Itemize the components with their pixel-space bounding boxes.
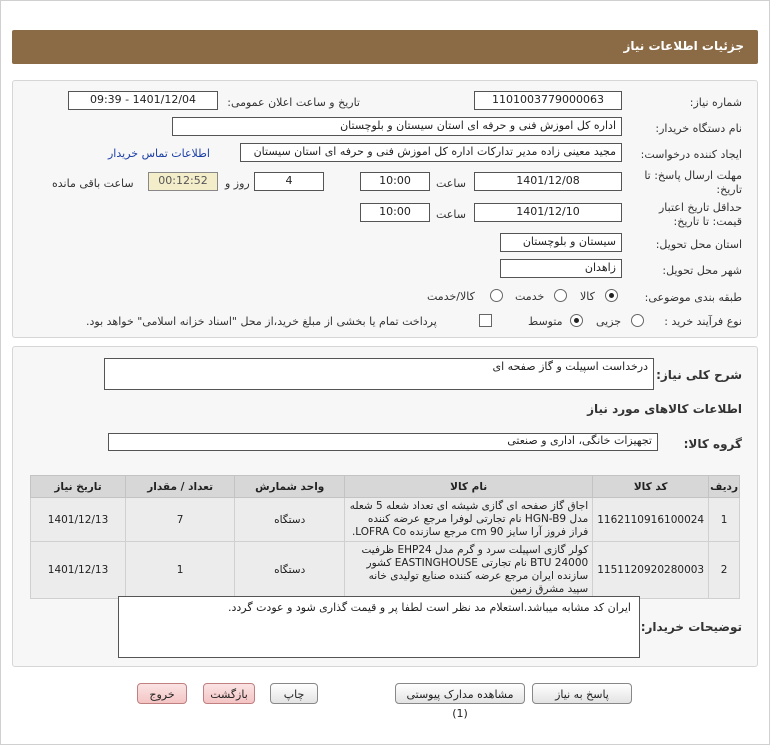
reply-button[interactable]: پاسخ به نیاز (532, 683, 632, 704)
buyer-org-label: نام دستگاه خریدار: (655, 122, 742, 135)
validity-time-field: 10:00 (360, 203, 430, 222)
row-unit: دستگاه (235, 542, 345, 599)
col-code: کد کالا (593, 476, 709, 498)
buyer-notes-field: ایران کد مشابه میباشد.استعلام مد نظر است لطفا پر و قیمت گذاری شود و عودت گردد. (118, 596, 640, 658)
category-label: طبقه بندی موضوعی: (644, 291, 742, 304)
validity-time-label: ساعت (436, 208, 466, 221)
table-row (31, 498, 740, 542)
col-name: نام کالا (345, 476, 593, 498)
treasury-payment-checkbox[interactable] (479, 314, 492, 327)
buyer-notes-label: توضیحات خریدار: (640, 620, 742, 634)
goods-table (30, 475, 740, 599)
category-goods-service-label: کالا/خدمت (427, 290, 475, 303)
back-button[interactable]: بازگشت (203, 683, 255, 704)
row-name: کولر گازی اسپیلت سرد و گرم مدل EHP24 ظرفیت BTU 24000 نام تجارتی EASTINGHOUSE کشور سازنده ایران مرجع عرضه کننده صنایع تولیدی خانه سپید مشرق زمین (345, 542, 593, 599)
goods-info-title: اطلاعات کالاهای مورد نیاز (587, 402, 742, 416)
price-validity-label: حداقل تاریخ اعتبار (658, 201, 742, 214)
col-date: تاریخ نیاز (31, 476, 126, 498)
city-field: زاهدان (500, 259, 622, 278)
exit-button[interactable]: خروج (137, 683, 187, 704)
row-index: 1 (709, 498, 740, 542)
row-code: 1162110916100024 (593, 498, 709, 542)
view-attachments-button[interactable]: مشاهده مدارک پیوستی (1) (395, 683, 525, 704)
process-minor-radio[interactable] (631, 314, 644, 327)
col-index: ردیف (709, 476, 740, 498)
remaining-time-field: 00:12:52 (148, 172, 218, 191)
col-qty: تعداد / مقدار (126, 476, 235, 498)
reply-date-field: 1401/12/08 (474, 172, 622, 191)
buyer-contact-link[interactable]: اطلاعات تماس خریدار (108, 147, 210, 160)
province-label: استان محل تحویل: (655, 238, 742, 251)
category-goods-service-radio[interactable] (490, 289, 503, 302)
print-button[interactable]: چاپ (270, 683, 318, 704)
category-service-label: خدمت (515, 290, 545, 303)
need-number-label: شماره نیاز: (689, 96, 742, 109)
process-medium-label: متوسط (528, 315, 563, 328)
announce-datetime-field: 1401/12/04 - 09:39 (68, 91, 218, 110)
city-label: شهر محل تحویل: (662, 264, 742, 277)
price-validity-label-2: قیمت: تا تاریخ: (673, 215, 742, 228)
creator-field: مجید معینی زاده مدیر تدارکات اداره کل اموزش فنی و حرفه ای استان سیستان (240, 143, 622, 162)
days-label: روز و (225, 177, 250, 190)
goods-group-label: گروه کالا: (683, 437, 742, 451)
goods-group-field: تجهیزات خانگی، اداری و صنعتی (108, 433, 658, 451)
category-service-radio[interactable] (554, 289, 567, 302)
row-qty: 7 (126, 498, 235, 542)
header-bar (12, 30, 758, 64)
announce-datetime-label: تاریخ و ساعت اعلان عمومی: (227, 96, 360, 109)
summary-label: شرح کلی نیاز: (656, 368, 742, 382)
process-minor-label: جزیی (596, 315, 622, 328)
need-number-field: 1101003779000063 (474, 91, 622, 110)
row-date: 1401/12/13 (31, 498, 126, 542)
table-header-row (31, 476, 740, 498)
table-row (31, 542, 740, 599)
process-type-label: نوع فرآیند خرید : (664, 315, 742, 328)
days-field: 4 (254, 172, 324, 191)
process-medium-radio[interactable] (570, 314, 583, 327)
validity-date-field: 1401/12/10 (474, 203, 622, 222)
category-goods-radio[interactable] (605, 289, 618, 302)
row-unit: دستگاه (235, 498, 345, 542)
creator-label: ایجاد کننده درخواست: (640, 148, 742, 161)
summary-field: درخداست اسپیلت و گاز صفحه ای (104, 358, 654, 390)
category-goods-label: کالا (580, 290, 595, 303)
buyer-org-field: اداره کل اموزش فنی و حرفه ای استان سیستان و بلوچستان (172, 117, 622, 136)
col-unit: واحد شمارش (235, 476, 345, 498)
row-code: 1151120920280003 (593, 542, 709, 599)
reply-deadline-label: مهلت ارسال پاسخ: تا (644, 169, 742, 182)
province-field: سیستان و بلوچستان (500, 233, 622, 252)
row-date: 1401/12/13 (31, 542, 126, 599)
row-name: اجاق گاز صفحه ای گازی شیشه ای تعداد شعله 5 شعله مدل HGN-B9 نام تجارتی لوفرا مرجع عرضه کننده فراز فروز آرا سایز 90 cm مرجع سازنده LOFRA Co. (345, 498, 593, 542)
remaining-time-label: ساعت باقی مانده (52, 177, 134, 190)
page-title: جزئیات اطلاعات نیاز (623, 39, 744, 53)
reply-deadline-label-2: تاریخ: (716, 183, 742, 196)
reply-time-field: 10:00 (360, 172, 430, 191)
reply-time-label: ساعت (436, 177, 466, 190)
treasury-payment-note: پرداخت تمام یا بخشی از مبلغ خرید،از محل "اسناد خزانه اسلامی" خواهد بود. (86, 315, 437, 328)
row-qty: 1 (126, 542, 235, 599)
row-index: 2 (709, 542, 740, 599)
